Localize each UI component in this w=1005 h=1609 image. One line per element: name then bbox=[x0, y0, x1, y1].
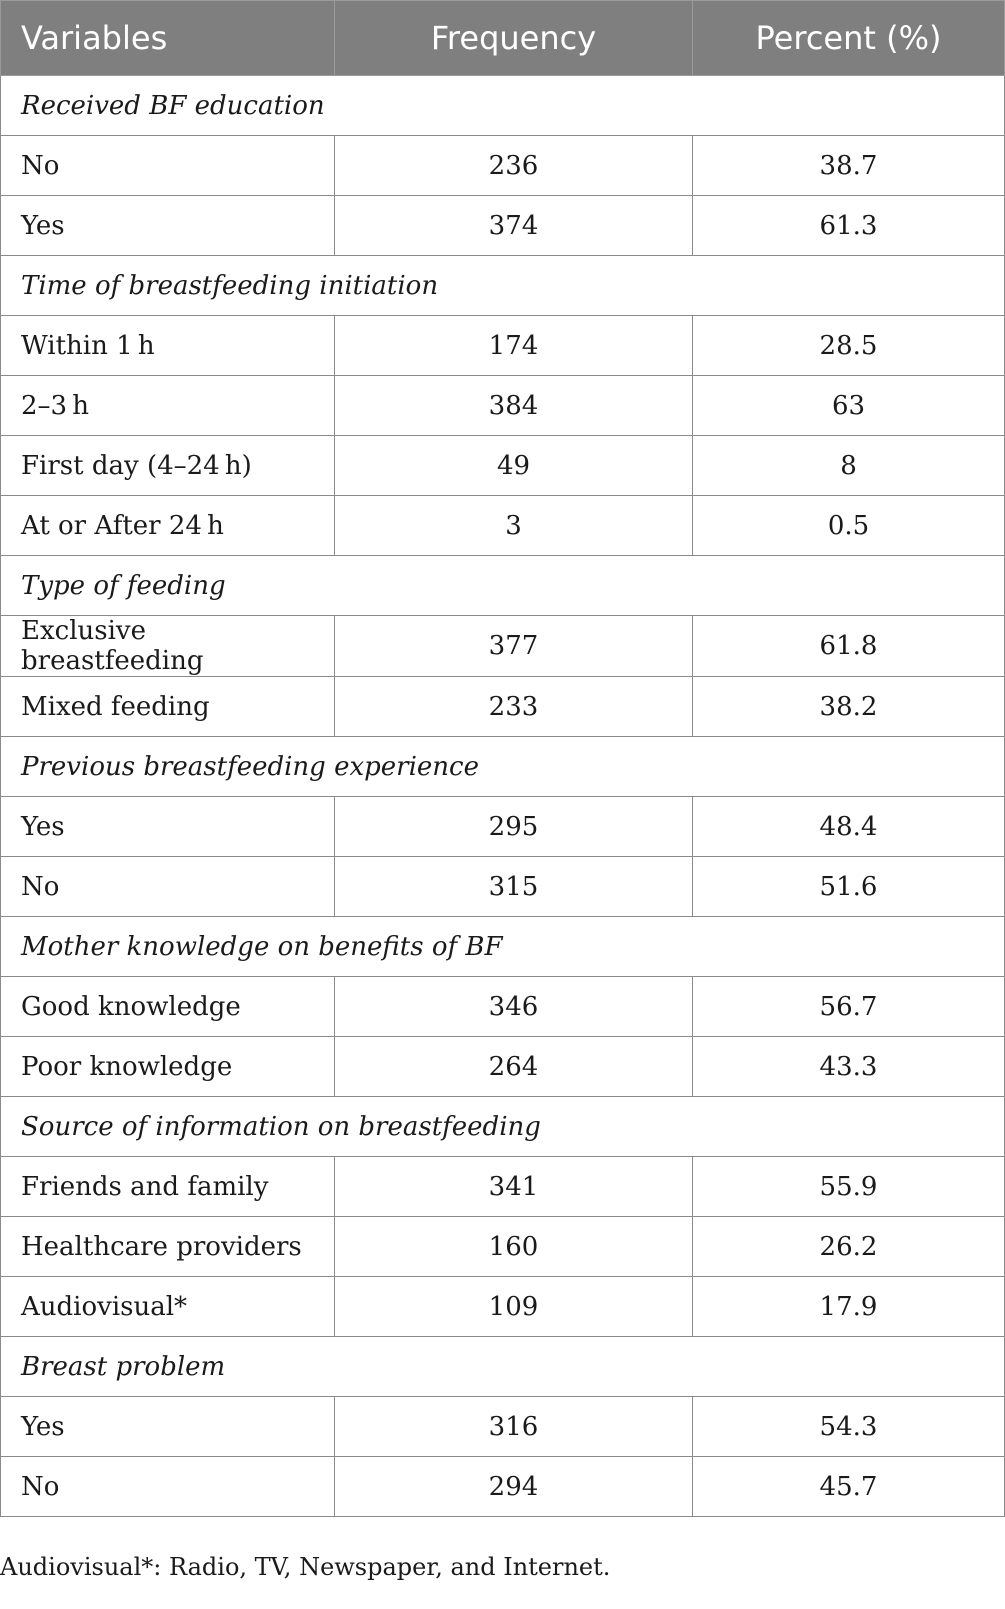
row-frequency: 377 bbox=[335, 616, 693, 677]
row-label: Exclusive breastfeeding bbox=[1, 616, 335, 677]
row-frequency: 3 bbox=[335, 496, 693, 556]
table-row bbox=[1, 1157, 1005, 1217]
group-row bbox=[1, 1097, 1005, 1157]
group-title: Source of information on breastfeeding bbox=[1, 1097, 1005, 1157]
group-title: Time of breastfeeding initiation bbox=[1, 256, 1005, 316]
row-label: No bbox=[1, 136, 335, 196]
row-label: Yes bbox=[1, 797, 335, 857]
row-label: Within 1 h bbox=[1, 316, 335, 376]
group-title: Received BF education bbox=[1, 76, 1005, 136]
header-frequency: Frequency bbox=[335, 1, 693, 76]
row-percent: 43.3 bbox=[693, 1037, 1005, 1097]
row-percent: 26.2 bbox=[693, 1217, 1005, 1277]
row-percent: 56.7 bbox=[693, 977, 1005, 1037]
table-row bbox=[1, 376, 1005, 436]
table-row bbox=[1, 1457, 1005, 1517]
group-row bbox=[1, 256, 1005, 316]
row-percent: 55.9 bbox=[693, 1157, 1005, 1217]
row-percent: 38.7 bbox=[693, 136, 1005, 196]
row-frequency: 49 bbox=[335, 436, 693, 496]
table-row bbox=[1, 677, 1005, 737]
row-percent: 8 bbox=[693, 436, 1005, 496]
row-label: Mixed feeding bbox=[1, 677, 335, 737]
row-label: First day (4–24 h) bbox=[1, 436, 335, 496]
group-row bbox=[1, 737, 1005, 797]
table-row bbox=[1, 1397, 1005, 1457]
group-row bbox=[1, 76, 1005, 136]
group-title: Breast problem bbox=[1, 1337, 1005, 1397]
group-row bbox=[1, 1337, 1005, 1397]
table-row bbox=[1, 136, 1005, 196]
row-label: At or After 24 h bbox=[1, 496, 335, 556]
row-percent: 48.4 bbox=[693, 797, 1005, 857]
row-frequency: 233 bbox=[335, 677, 693, 737]
table-row bbox=[1, 436, 1005, 496]
row-percent: 45.7 bbox=[693, 1457, 1005, 1517]
row-percent: 28.5 bbox=[693, 316, 1005, 376]
table-row bbox=[1, 1037, 1005, 1097]
row-label: Poor knowledge bbox=[1, 1037, 335, 1097]
table-row bbox=[1, 496, 1005, 556]
header-variables: Variables bbox=[1, 1, 335, 76]
group-title: Type of feeding bbox=[1, 556, 1005, 616]
row-frequency: 341 bbox=[335, 1157, 693, 1217]
table-footnote: Audiovisual*: Radio, TV, Newspaper, and Internet. bbox=[0, 1553, 611, 1581]
row-frequency: 236 bbox=[335, 136, 693, 196]
row-label: Yes bbox=[1, 196, 335, 256]
row-percent: 0.5 bbox=[693, 496, 1005, 556]
row-percent: 17.9 bbox=[693, 1277, 1005, 1337]
row-percent: 61.8 bbox=[693, 616, 1005, 677]
row-label: No bbox=[1, 1457, 335, 1517]
group-title: Mother knowledge on benefits of BF bbox=[1, 917, 1005, 977]
row-frequency: 295 bbox=[335, 797, 693, 857]
row-label: 2–3 h bbox=[1, 376, 335, 436]
row-percent: 63 bbox=[693, 376, 1005, 436]
row-label: No bbox=[1, 857, 335, 917]
row-frequency: 160 bbox=[335, 1217, 693, 1277]
table-body bbox=[1, 76, 1005, 1517]
row-label: Friends and family bbox=[1, 1157, 335, 1217]
table-row bbox=[1, 196, 1005, 256]
group-row bbox=[1, 556, 1005, 616]
row-percent: 51.6 bbox=[693, 857, 1005, 917]
group-row bbox=[1, 917, 1005, 977]
table-row bbox=[1, 797, 1005, 857]
row-frequency: 294 bbox=[335, 1457, 693, 1517]
row-frequency: 264 bbox=[335, 1037, 693, 1097]
table-row bbox=[1, 857, 1005, 917]
row-frequency: 346 bbox=[335, 977, 693, 1037]
row-label: Good knowledge bbox=[1, 977, 335, 1037]
row-frequency: 316 bbox=[335, 1397, 693, 1457]
row-frequency: 384 bbox=[335, 376, 693, 436]
table-row bbox=[1, 616, 1005, 677]
row-percent: 54.3 bbox=[693, 1397, 1005, 1457]
row-frequency: 174 bbox=[335, 316, 693, 376]
row-percent: 38.2 bbox=[693, 677, 1005, 737]
group-title: Previous breastfeeding experience bbox=[1, 737, 1005, 797]
table-header bbox=[1, 1, 1005, 76]
row-label: Yes bbox=[1, 1397, 335, 1457]
header-percent: Percent (%) bbox=[693, 1, 1005, 76]
table-row bbox=[1, 316, 1005, 376]
row-label: Healthcare providers bbox=[1, 1217, 335, 1277]
row-frequency: 109 bbox=[335, 1277, 693, 1337]
row-percent: 61.3 bbox=[693, 196, 1005, 256]
row-frequency: 315 bbox=[335, 857, 693, 917]
row-label: Audiovisual* bbox=[1, 1277, 335, 1337]
row-frequency: 374 bbox=[335, 196, 693, 256]
table-row bbox=[1, 1217, 1005, 1277]
table-row bbox=[1, 977, 1005, 1037]
header-row bbox=[1, 1, 1005, 76]
table-row bbox=[1, 1277, 1005, 1337]
